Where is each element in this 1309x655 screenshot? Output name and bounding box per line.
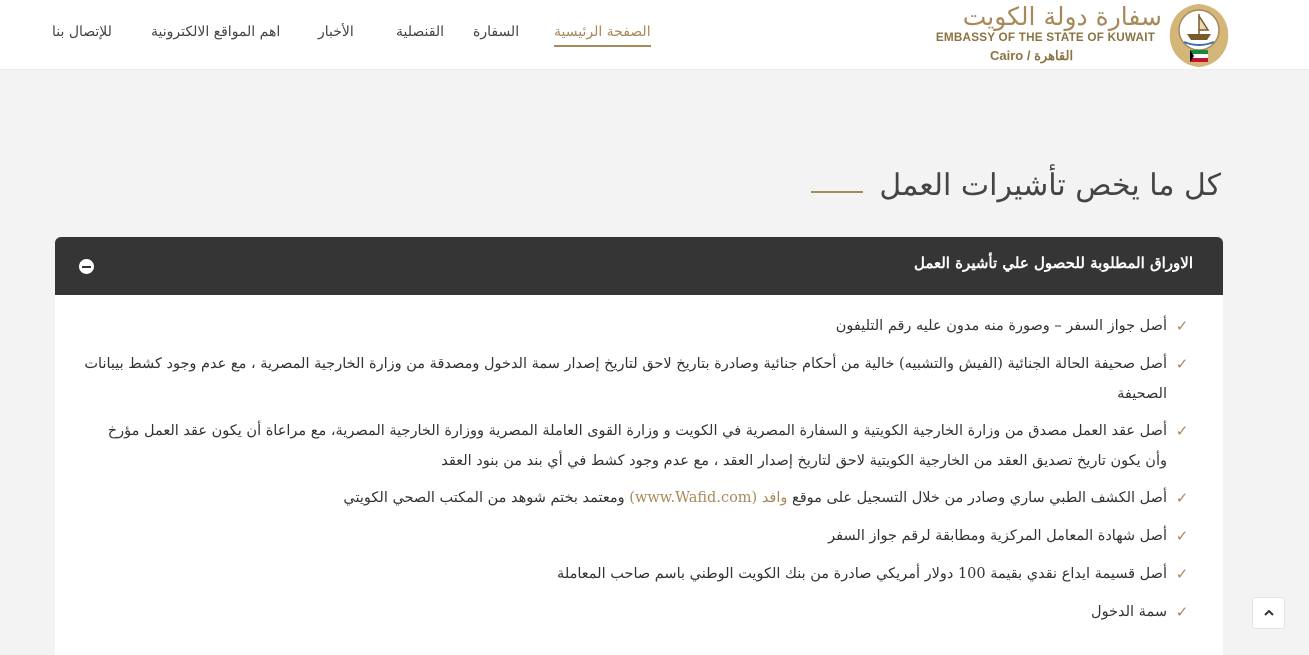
main-nav: [0, 0, 760, 69]
logo-separator: /: [1026, 48, 1031, 63]
item-text-before: أصل الكشف الطبي ساري وصادر من خلال التسجيل على موقع: [792, 490, 1167, 506]
check-icon: ✓: [1175, 489, 1189, 507]
page-title: كل ما يخص تأشيرات العمل: [879, 167, 1221, 203]
check-icon: ✓: [1175, 527, 1189, 545]
logo-english-text: EMBASSY OF THE STATE OF KUWAIT: [935, 32, 1156, 44]
check-icon: ✓: [1175, 355, 1189, 373]
check-icon: ✓: [1175, 603, 1189, 621]
check-icon: ✓: [1175, 317, 1189, 335]
list-item: [83, 483, 1191, 513]
chevron-up-icon: [1263, 608, 1275, 618]
list-item: [83, 311, 1191, 341]
logo-arabic-text: سفارة دولة الكويت: [962, 2, 1162, 31]
wafid-link[interactable]: وافد (www.Wafid.com): [629, 490, 788, 506]
item-text: أصل شهادة المعامل المركزية ومطابقة لرقم جواز السفر: [828, 528, 1167, 544]
scroll-top-button[interactable]: [1252, 597, 1285, 629]
kuwait-emblem-icon: [1160, 0, 1238, 69]
item-text: أصل صحيفة الحالة الجنائية (الفيش والتشبيه) خالية من أحكام جنائية وصادرة بتاريخ لاحق لتاريخ إصدار سمة الدخول ومصدقة من وزارة الخارجية المصرية ، مع عدم وجود كشط بيبانات الصحيفة: [84, 356, 1167, 402]
title-decoration-line: [811, 191, 863, 193]
list-item: [83, 597, 1191, 627]
accordion-header[interactable]: [55, 237, 1223, 295]
item-text: أصل عقد العمل مصدق من وزارة الخارجية الكويتية و السفارة المصرية في الكويت و وزارة القوى العاملة المصرية ووزارة الخارجية المصرية، مع مراعاة أن يكون عقد العمل مؤرخ وأن يكون تاريخ تصديق العقد من الخارجية الكويتية لاحق لتاريخ إصدار العقد ، مع عدم وجود كشط في أي بند من بنود العقد: [107, 423, 1167, 469]
accordion-title: الاوراق المطلوبة للحصول علي تأشيرة العمل: [913, 254, 1193, 272]
site-header: [0, 0, 1309, 70]
embassy-logo[interactable]: [930, 0, 1240, 69]
check-icon: ✓: [1175, 422, 1189, 440]
page-title-block: [811, 160, 1221, 210]
logo-city: [990, 48, 1073, 64]
accordion-content: [55, 295, 1223, 655]
list-item: [83, 559, 1191, 589]
list-item: [83, 521, 1191, 551]
minus-circle-icon[interactable]: [79, 259, 94, 274]
check-icon: ✓: [1175, 565, 1189, 583]
item-text: أصل جواز السفر – وصورة منه مدون عليه رقم التليفون: [835, 318, 1167, 334]
item-text: سمة الدخول: [1091, 604, 1167, 620]
logo-city-ar: القاهرة: [1034, 48, 1074, 63]
logo-city-en: Cairo: [990, 48, 1024, 63]
nav-home[interactable]: الصفحة الرئيسية: [554, 20, 651, 47]
nav-important-sites[interactable]: اهم المواقع الالكترونية: [151, 24, 281, 40]
list-item: [83, 416, 1191, 476]
item-text: أصل قسيمة ايداع نقدي بقيمة 100 دولار أمريكي صادرة من بنك الكويت الوطني باسم صاحب المعاملة: [557, 566, 1167, 582]
list-item: [83, 349, 1191, 409]
nav-consulate[interactable]: القنصلية: [396, 24, 444, 40]
nav-embassy[interactable]: السفارة: [473, 24, 520, 40]
item-text-after: ومعتمد بختم شوهد من المكتب الصحي الكويتي: [343, 490, 625, 506]
requirements-list: [83, 311, 1191, 635]
nav-news[interactable]: الأخبار: [318, 24, 354, 40]
nav-contact[interactable]: للإتصال بنا: [52, 24, 112, 40]
